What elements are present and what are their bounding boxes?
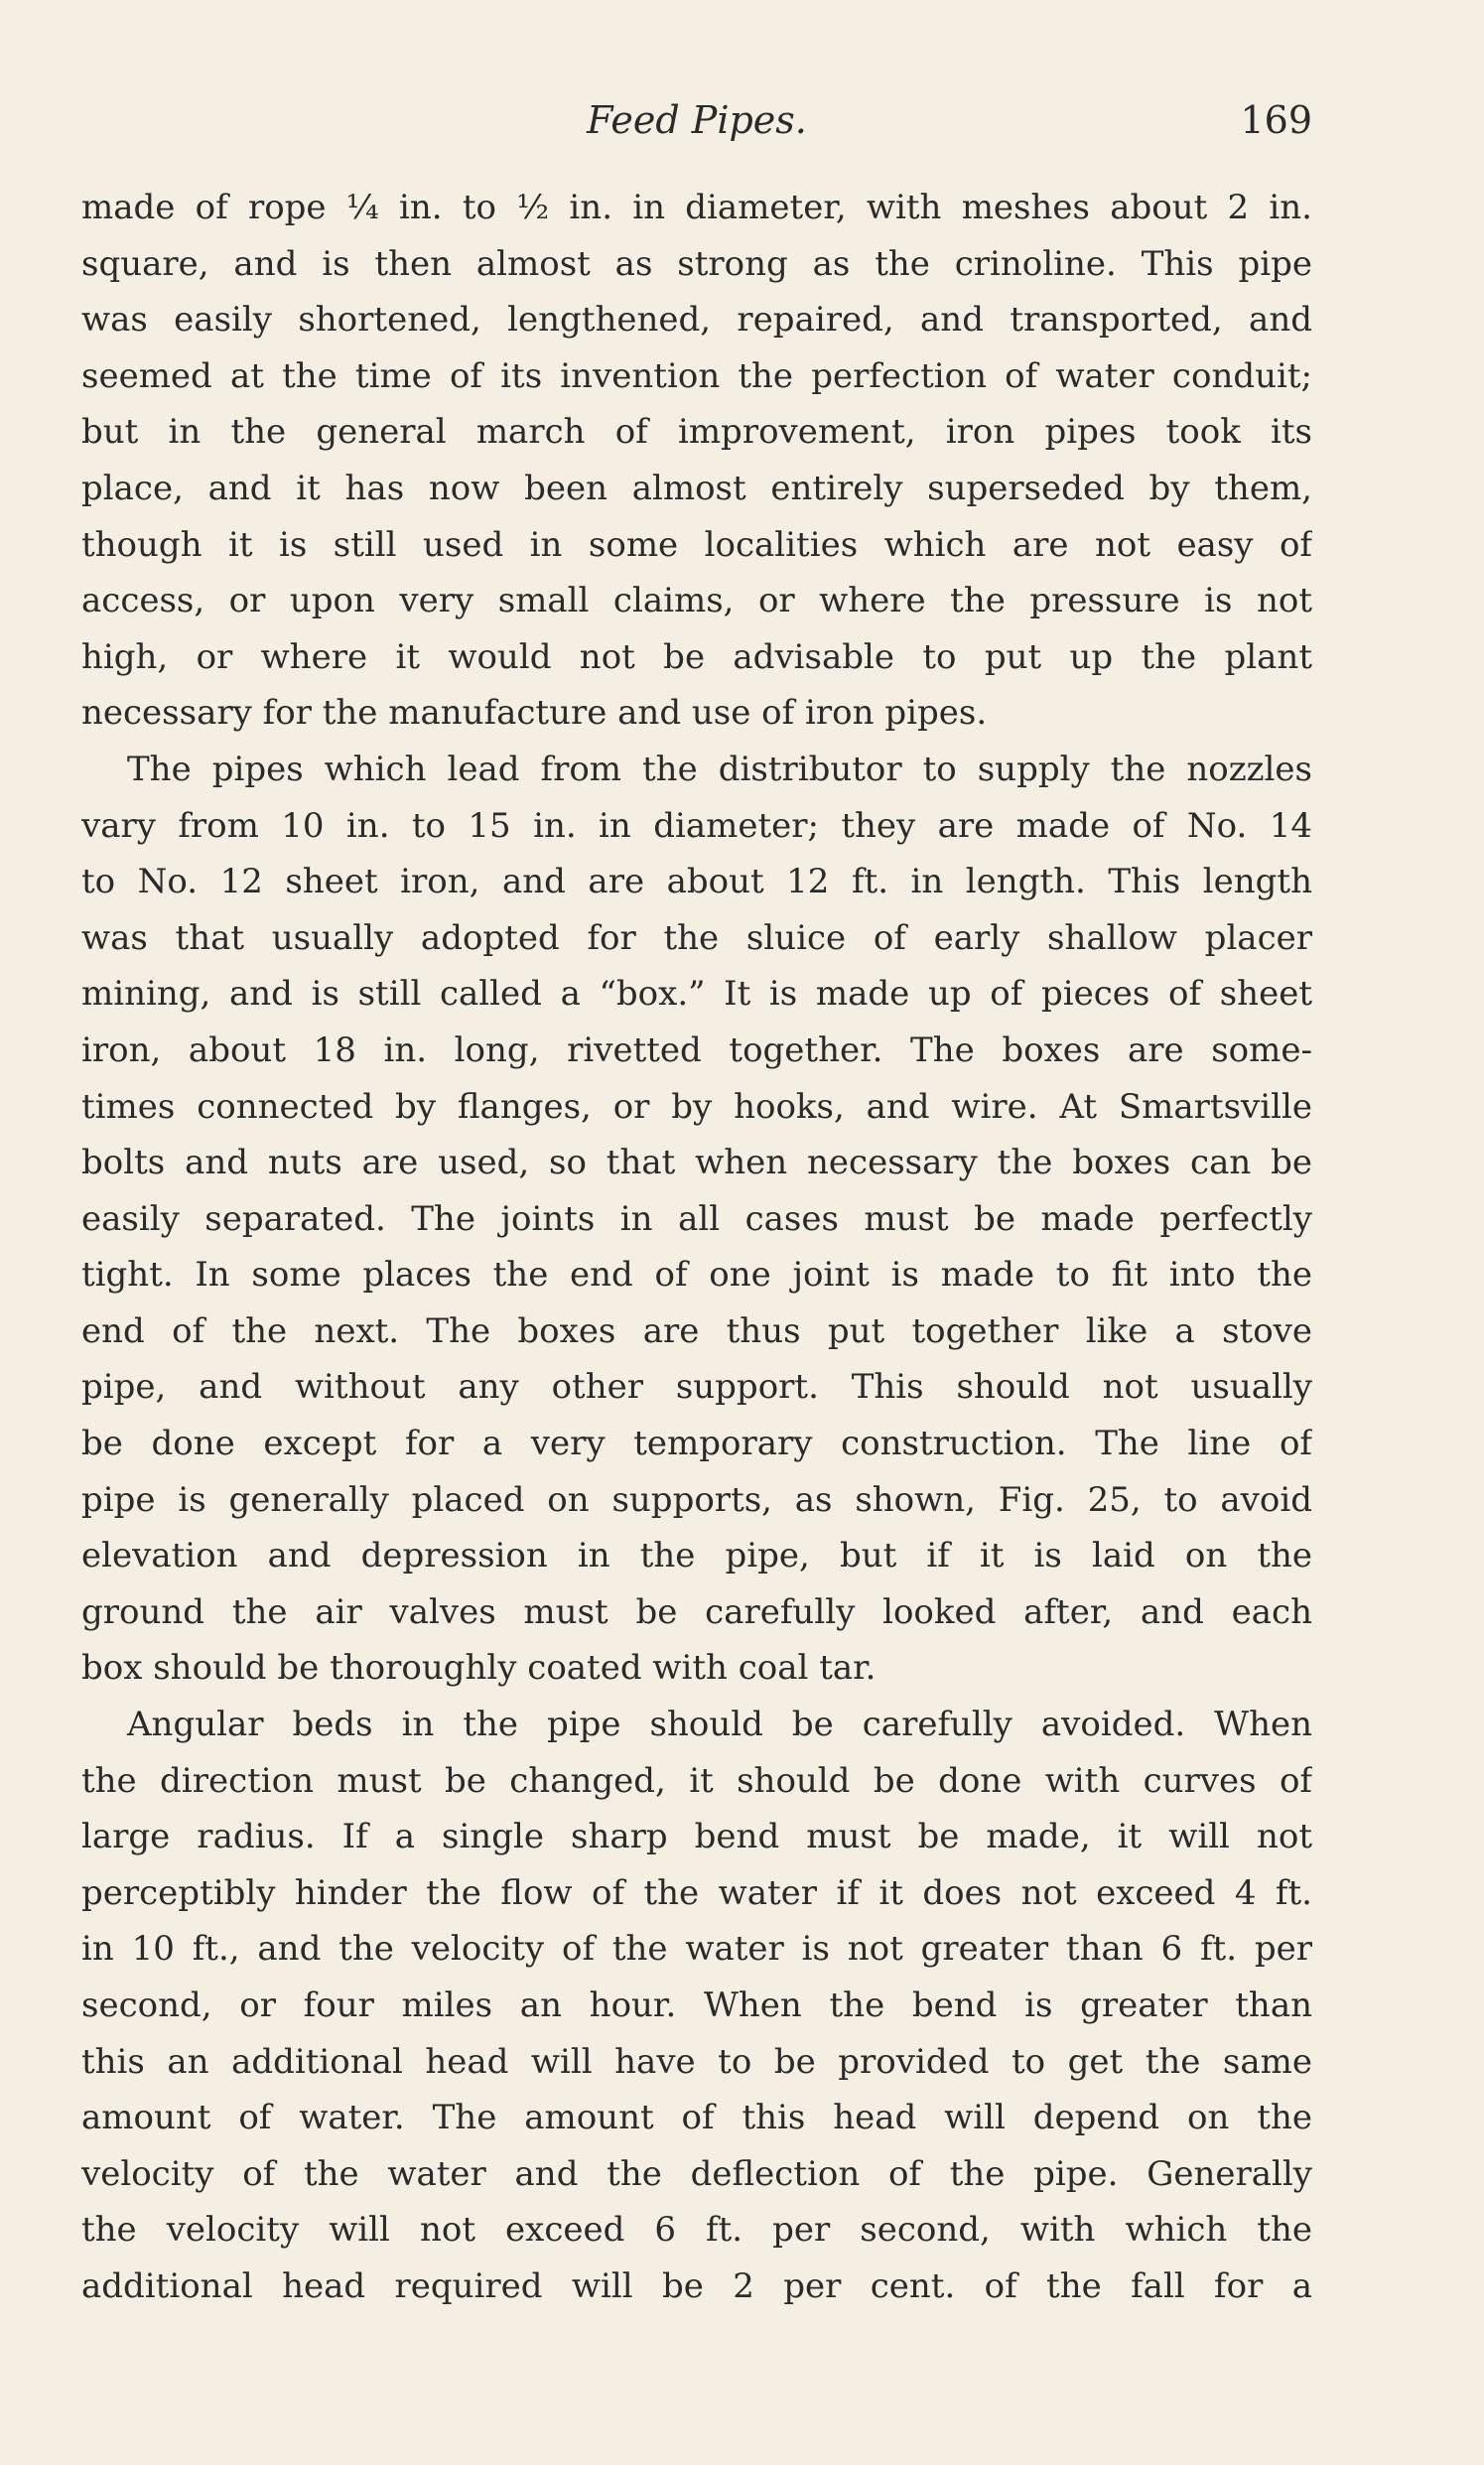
text-line: bolts and nuts are used, so that when necessary the boxes can be (81, 1143, 1312, 1183)
text-line: easily separated. The joints in all cases must be made perfectly (81, 1198, 1312, 1239)
text-line: seemed at the time of its invention the perfection of water conduit; (81, 355, 1312, 396)
text-line: perceptibly hinder the flow of the water if it does not exceed 4 ft. (81, 1872, 1312, 1913)
text-line: was that usually adopted for the sluice of early shallow placer (81, 917, 1312, 958)
paragraph-start-line: The pipes which lead from the distributor to supply the nozzles (127, 749, 1312, 789)
text-line: ground the air valves must be carefully looked after, and each (81, 1591, 1312, 1632)
text-line: was easily shortened, lengthened, repaired, and transported, and (81, 300, 1312, 341)
running-title: Feed Pipes. (587, 98, 807, 142)
page-header (81, 95, 1312, 145)
text-line: place, and it has now been almost entirely superseded by them, (81, 468, 1312, 508)
text-line: second, or four miles an hour. When the bend is greater than (81, 1986, 1312, 2025)
text-line: additional head required will be 2 per cent. of the fall for a (81, 2265, 1312, 2306)
paragraph-start-line: Angular beds in the pipe should be carefully avoided. When (127, 1705, 1312, 1745)
text-line: large radius. If a single sharp bend must be made, it will not (81, 1817, 1312, 1857)
text-line: this an additional head will have to be provided to get the same (81, 2041, 1312, 2082)
text-line: tight. In some places the end of one joint is made to fit into the (81, 1255, 1312, 1296)
text-line: velocity of the water and the deflection of the pipe. Generally (81, 2153, 1312, 2194)
text-line: the velocity will not exceed 6 ft. per second, with which the (81, 2210, 1312, 2251)
text-line: iron, about 18 in. long, rivetted together. The boxes are some- (81, 1029, 1312, 1070)
text-line: the direction must be changed, it should be done with curves of (81, 1760, 1312, 1801)
text-line: but in the general march of improvement, iron pipes took its (81, 412, 1312, 453)
page-number: 169 (1240, 98, 1312, 142)
text-line: pipe, and without any other support. This should not usually (81, 1367, 1312, 1408)
text-line: though it is still used in some localities which are not easy of (81, 524, 1312, 565)
text-line: amount of water. The amount of this head will depend on the (81, 2098, 1312, 2138)
text-line: to No. 12 sheet iron, and are about 12 ft. in length. This length (81, 862, 1312, 902)
text-line: box should be thoroughly coated with coal tar. (81, 1648, 877, 1689)
text-line: pipe is generally placed on supports, as shown, Fig. 25, to avoid (81, 1479, 1312, 1520)
text-line: necessary for the manufacture and use of iron pipes. (81, 693, 988, 734)
text-line: elevation and depression in the pipe, but if it is laid on the (81, 1536, 1312, 1576)
text-line: high, or where it would not be advisable to put up the plant (81, 636, 1312, 677)
text-line: access, or upon very small claims, or where the pressure is not (81, 581, 1312, 621)
text-line: end of the next. The boxes are thus put together like a stove (81, 1310, 1312, 1351)
text-line: square, and is then almost as strong as the crinoline. This pipe (81, 243, 1312, 284)
text-line: made of rope ¼ in. to ½ in. in diameter, with meshes about 2 in. (81, 188, 1312, 227)
text-line: be done except for a very temporary construction. The line of (81, 1424, 1312, 1464)
body-text (81, 180, 1312, 2315)
text-line: mining, and is still called a “box.” It is made up of pieces of sheet (81, 974, 1312, 1015)
text-line: times connected by flanges, or by hooks, and wire. At Smartsville (81, 1086, 1312, 1127)
text-line: vary from 10 in. to 15 in. in diameter; they are made of No. 14 (81, 805, 1312, 846)
text-line: in 10 ft., and the velocity of the water is not greater than 6 ft. per (81, 1929, 1312, 1970)
